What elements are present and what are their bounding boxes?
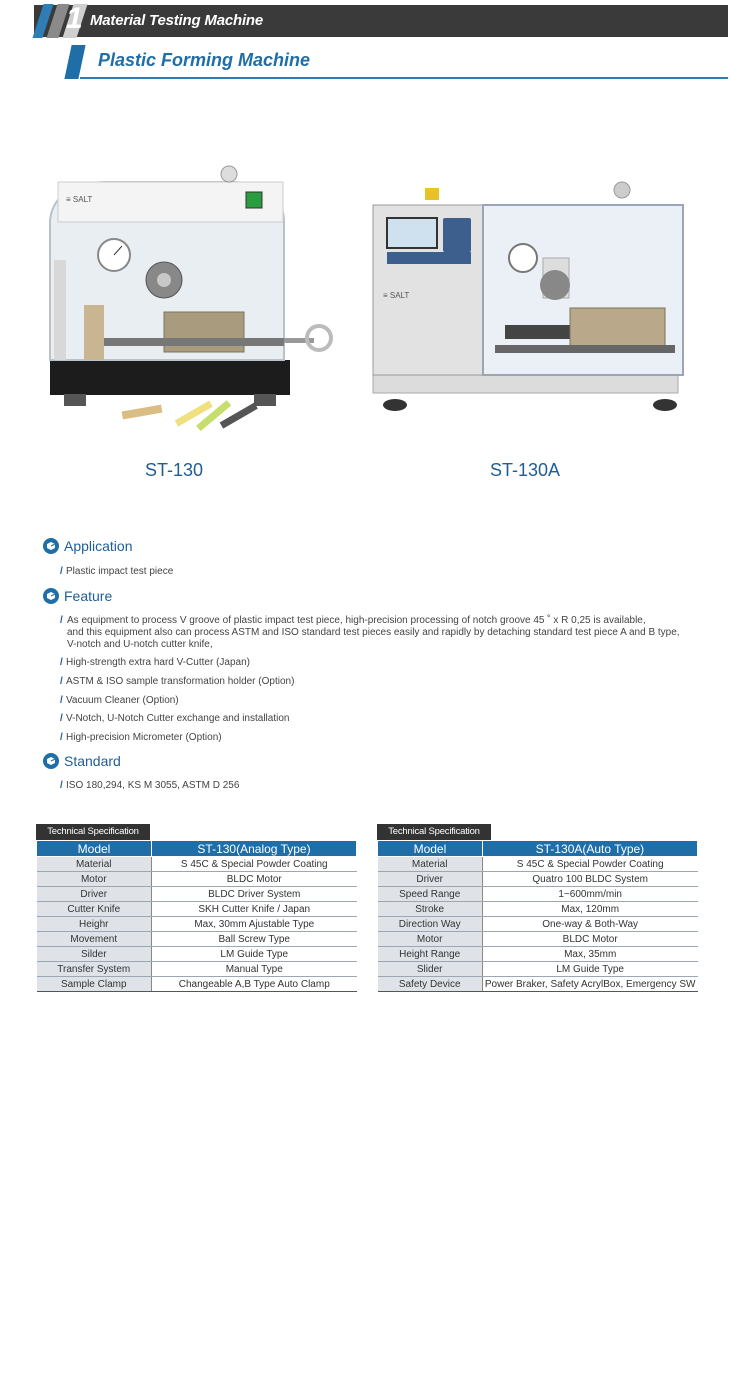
spec-value-cell: LM Guide Type [152, 947, 357, 962]
spec-value-cell: Max, 35mm [482, 947, 697, 962]
tick-icon: / [60, 657, 63, 668]
spec-tab-label: Technical Specification [36, 824, 150, 840]
spec-key-cell: Sample Clamp [37, 977, 152, 992]
subtitle-underline [80, 77, 728, 79]
tick-icon: / [60, 780, 63, 791]
spec-value-cell: BLDC Motor [482, 932, 697, 947]
table-row [37, 947, 357, 962]
tick-icon: / [60, 732, 63, 743]
feature-item: / High-precision Micrometer (Option) [60, 732, 222, 743]
spec-table-st130 [36, 824, 357, 992]
spec-key-cell: Slider [378, 962, 483, 977]
machine-st130a-image [365, 180, 690, 420]
section-number: 1 [66, 2, 83, 35]
spec-value-cell: Changeable A,B Type Auto Clamp [152, 977, 357, 992]
table-row [37, 887, 357, 902]
spec-key-cell: Driver [378, 872, 483, 887]
application-title: Application [64, 538, 133, 554]
cube-badge-icon [42, 587, 60, 605]
feature-item: / High-strength extra hard V-Cutter (Japan) [60, 657, 250, 668]
spec-key-cell: Movement [37, 932, 152, 947]
spec-key-cell: Speed Range [378, 887, 483, 902]
tick-icon: / [60, 695, 63, 706]
table-row [378, 962, 698, 977]
standard-heading [42, 752, 121, 770]
spec-head-key: Model [37, 841, 152, 857]
table-row [37, 872, 357, 887]
spec-key-cell: Material [37, 857, 152, 872]
spec-tab-label: Technical Specification [377, 824, 491, 840]
table-row [378, 977, 698, 992]
table-row [37, 962, 357, 977]
feature-item: / V-Notch, U-Notch Cutter exchange and installation [60, 713, 290, 724]
page-title: Material Testing Machine [90, 12, 264, 29]
standard-item: / ISO 180,294, KS M 3055, ASTM D 256 [60, 780, 240, 791]
table-row [37, 857, 357, 872]
spec-value-cell: One-way & Both-Way [482, 917, 697, 932]
spec-value-cell: SKH Cutter Knife / Japan [152, 902, 357, 917]
feature-item: / Vacuum Cleaner (Option) [60, 695, 179, 706]
spec-key-cell: Cutter Knife [37, 902, 152, 917]
spec-value-cell: Manual Type [152, 962, 357, 977]
spec-value-cell: Ball Screw Type [152, 932, 357, 947]
svg-text:≡ SALT: ≡ SALT [66, 195, 93, 204]
spec-value-cell: Max, 30mm Ajustable Type [152, 917, 357, 932]
table-row [378, 917, 698, 932]
tick-icon: / [60, 676, 63, 687]
model-label-st130: ST-130 [145, 460, 204, 480]
spec-key-cell: Transfer System [37, 962, 152, 977]
table-row [378, 947, 698, 962]
table-row [378, 902, 698, 917]
spec-key-cell: Stroke [378, 902, 483, 917]
tick-icon: / [60, 615, 63, 626]
table-row [37, 902, 357, 917]
feature-title: Feature [64, 588, 113, 604]
table-row [378, 857, 698, 872]
spec-key-cell: Height Range [378, 947, 483, 962]
cube-badge-icon [42, 752, 60, 770]
table-row [37, 917, 357, 932]
feature-lead-paragraph: / As equipment to process V groove of plastic impact test piece, high-precision processing of notch groove 45 ˚ x R 0,25 is available, and this equipment also can process ASTM and ISO standard test pieces easily and rapidly by detaching standard test piece A and B type, V-notch and U-notch cutter knife, [60, 615, 680, 650]
spec-value-cell: LM Guide Type [482, 962, 697, 977]
spec-head-key: Model [378, 841, 483, 857]
subtitle-stripe [64, 45, 85, 79]
spec-key-cell: Motor [378, 932, 483, 947]
spec-value-cell: Quatro 100 BLDC System [482, 872, 697, 887]
spec-value-cell: BLDC Driver System [152, 887, 357, 902]
spec-value-cell: BLDC Motor [152, 872, 357, 887]
table-row [37, 977, 357, 992]
spec-key-cell: Silder [37, 947, 152, 962]
table-row [378, 872, 698, 887]
spec-value-cell: 1~600mm/min [482, 887, 697, 902]
page-subtitle: Plastic Forming Machine [98, 50, 311, 70]
table-row [378, 887, 698, 902]
feature-heading [42, 587, 112, 605]
tick-icon: / [60, 713, 63, 724]
spec-value-cell: Max, 120mm [482, 902, 697, 917]
standard-title: Standard [64, 753, 121, 769]
spec-key-cell: Heighr [37, 917, 152, 932]
application-heading [42, 537, 133, 555]
spec-value-cell: Power Braker, Safety AcrylBox, Emergency SW [482, 977, 697, 992]
table-row [378, 932, 698, 947]
spec-head-value: ST-130A(Auto Type) [482, 841, 697, 857]
feature-item: / ASTM & ISO sample transformation holder (Option) [60, 676, 295, 687]
spec-head-value: ST-130(Analog Type) [152, 841, 357, 857]
svg-text:≡ SALT: ≡ SALT [383, 291, 410, 300]
spec-value-cell: S 45C & Special Powder Coating [152, 857, 357, 872]
spec-key-cell: Safety Device [378, 977, 483, 992]
tick-icon: / [60, 566, 63, 577]
model-label-st130a: ST-130A [490, 460, 561, 480]
spec-key-cell: Motor [37, 872, 152, 887]
table-row [37, 932, 357, 947]
application-item: / Plastic impact test piece [60, 566, 174, 577]
machine-st130-image [44, 160, 334, 440]
spec-key-cell: Material [378, 857, 483, 872]
spec-table-st130a [377, 824, 698, 992]
spec-value-cell: S 45C & Special Powder Coating [482, 857, 697, 872]
cube-badge-icon [42, 537, 60, 555]
spec-key-cell: Direction Way [378, 917, 483, 932]
spec-key-cell: Driver [37, 887, 152, 902]
